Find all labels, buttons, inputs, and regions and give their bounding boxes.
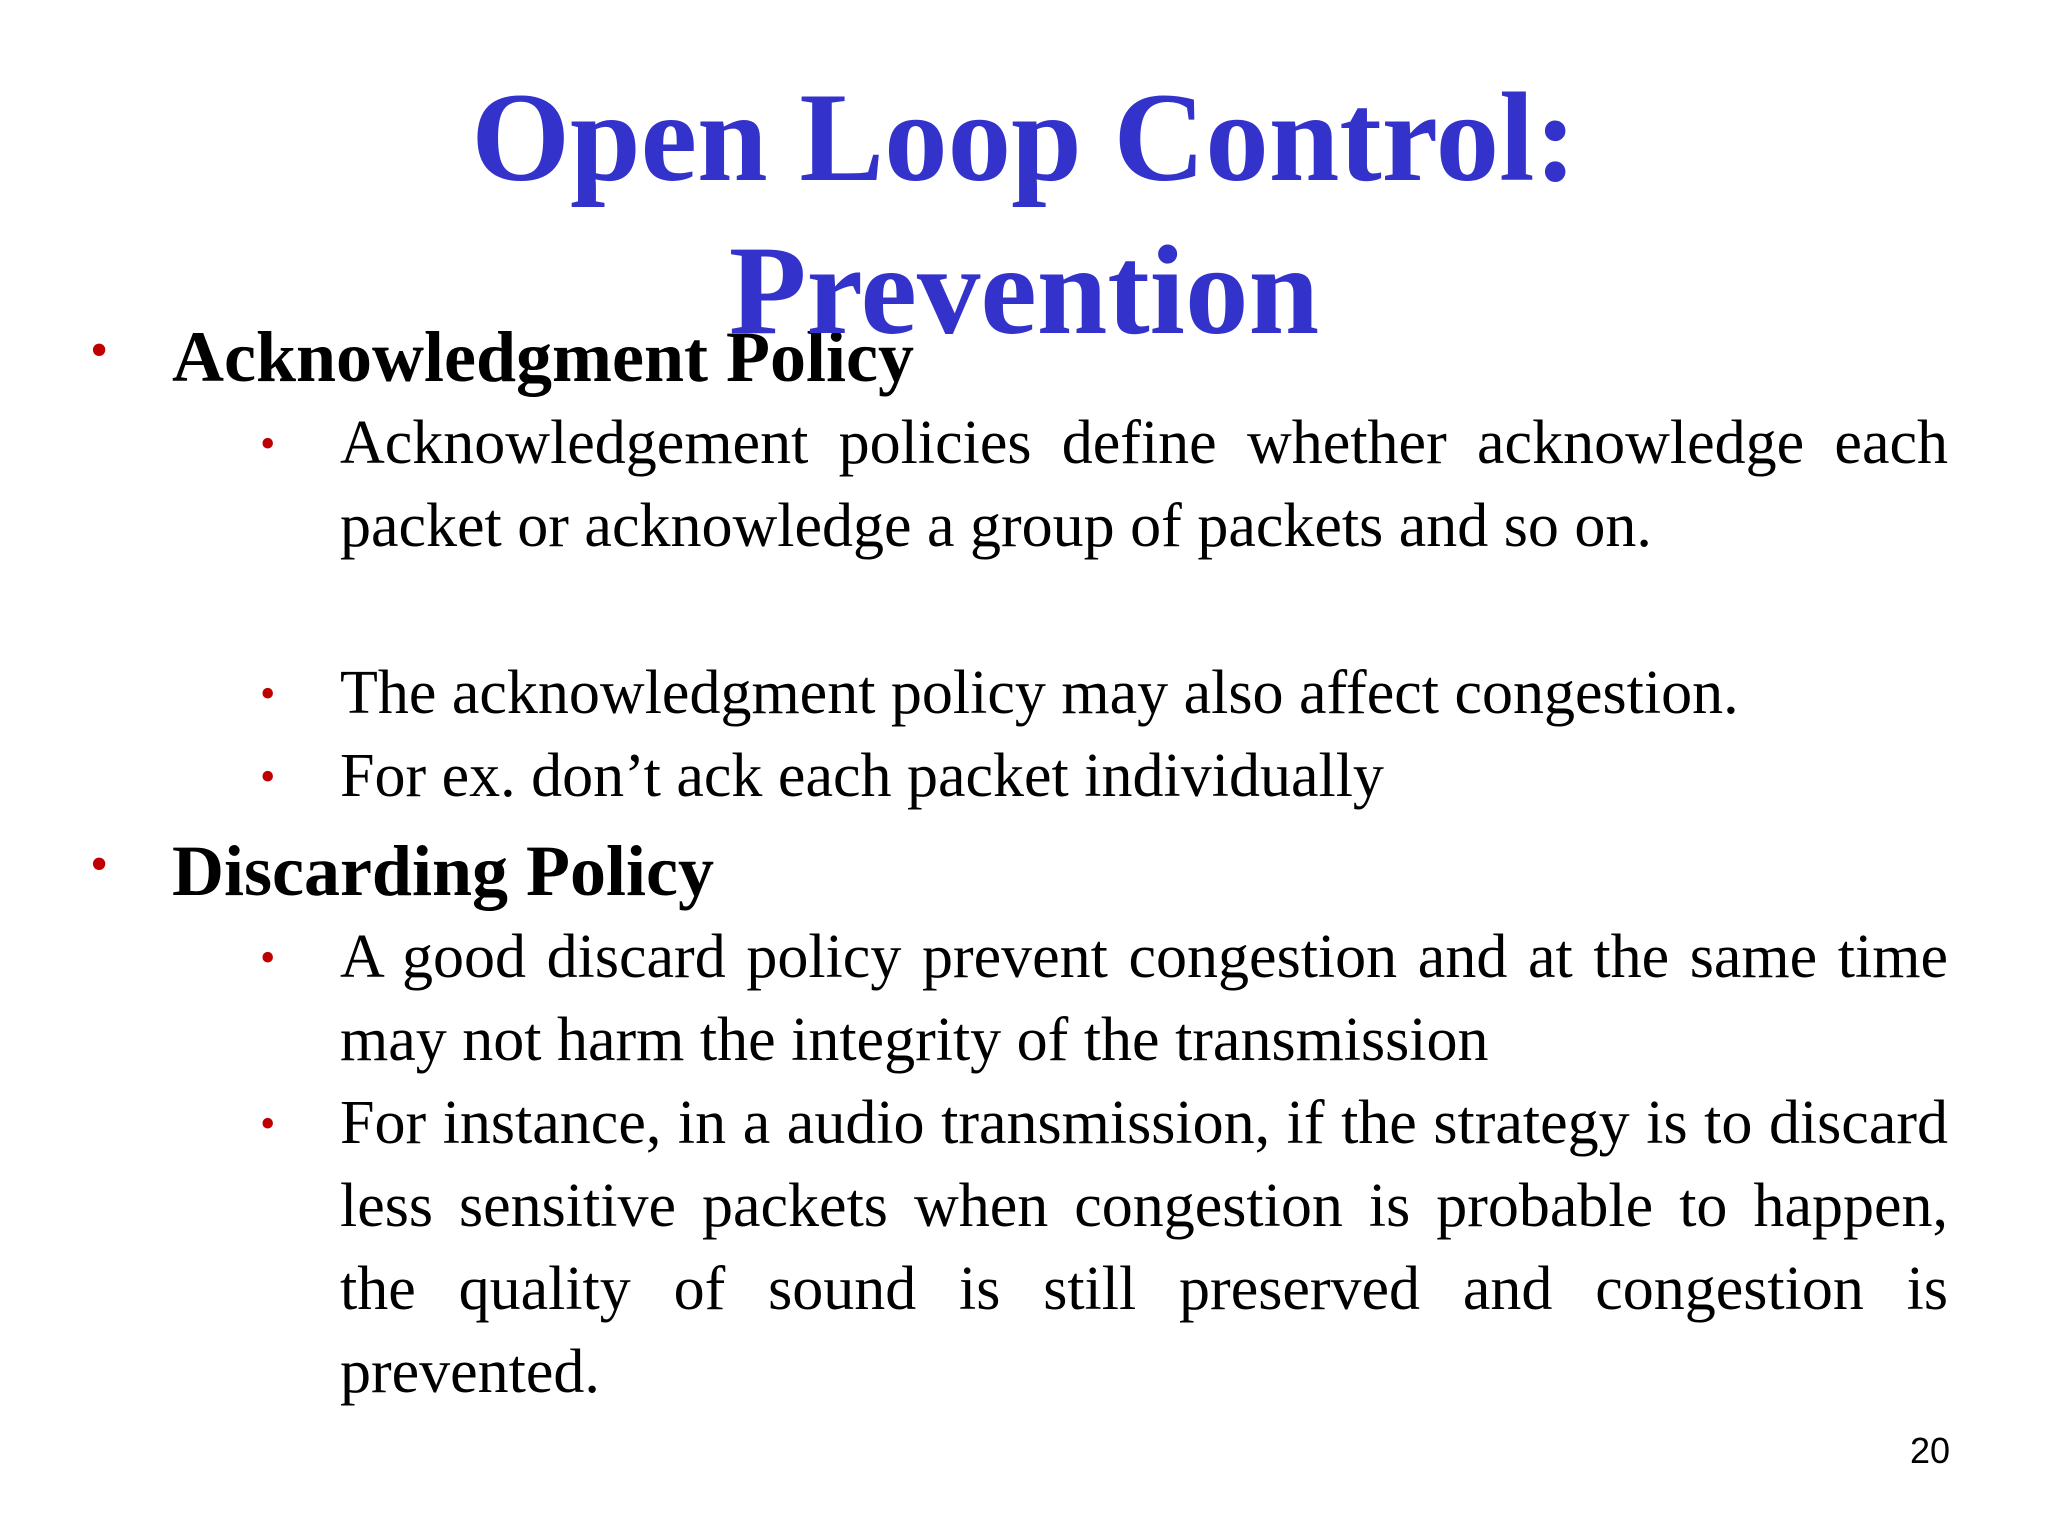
list-item <box>260 1082 1948 1414</box>
page-number: 20 <box>1909 1430 1950 1471</box>
list-item <box>260 652 1948 735</box>
list-item <box>260 735 1948 818</box>
list-item <box>260 916 1948 1082</box>
bullet-icon: • <box>260 752 276 801</box>
section-heading-text: Acknowledgment Policy <box>172 317 914 397</box>
slide-title-line-1: Open Loop Control: <box>471 68 1577 208</box>
list-item-text: For ex. don’t ack each packet individually <box>340 742 1384 810</box>
bullet-icon: • <box>260 669 276 718</box>
list-item-text: Acknowledgement policies define whether acknowledge each packet or acknowledge a group of packets and so on. <box>340 409 1948 560</box>
slide-title <box>0 62 2048 368</box>
bullet-icon: • <box>260 933 276 982</box>
list-item <box>260 402 1948 568</box>
section-heading-discarding <box>90 822 714 914</box>
list-item-text: For instance, in a audio transmission, if the strategy is to discard less sensitive packets when congestion is probable to happen, the quality of sound is still preserved and congestion is prevented. <box>340 1089 1948 1406</box>
slide-title-line-2: Prevention <box>728 221 1320 361</box>
list-item-text: The acknowledgment policy may also affect congestion. <box>340 659 1739 727</box>
bullet-icon: • <box>90 322 109 379</box>
section-heading-text: Discarding Policy <box>172 831 714 911</box>
list-item-text: A good discard policy prevent congestion and at the same time may not harm the integrity of the transmission <box>340 923 1948 1074</box>
bullet-icon: • <box>260 1099 276 1148</box>
bullet-icon: • <box>260 419 276 468</box>
bullet-icon: • <box>90 836 109 893</box>
